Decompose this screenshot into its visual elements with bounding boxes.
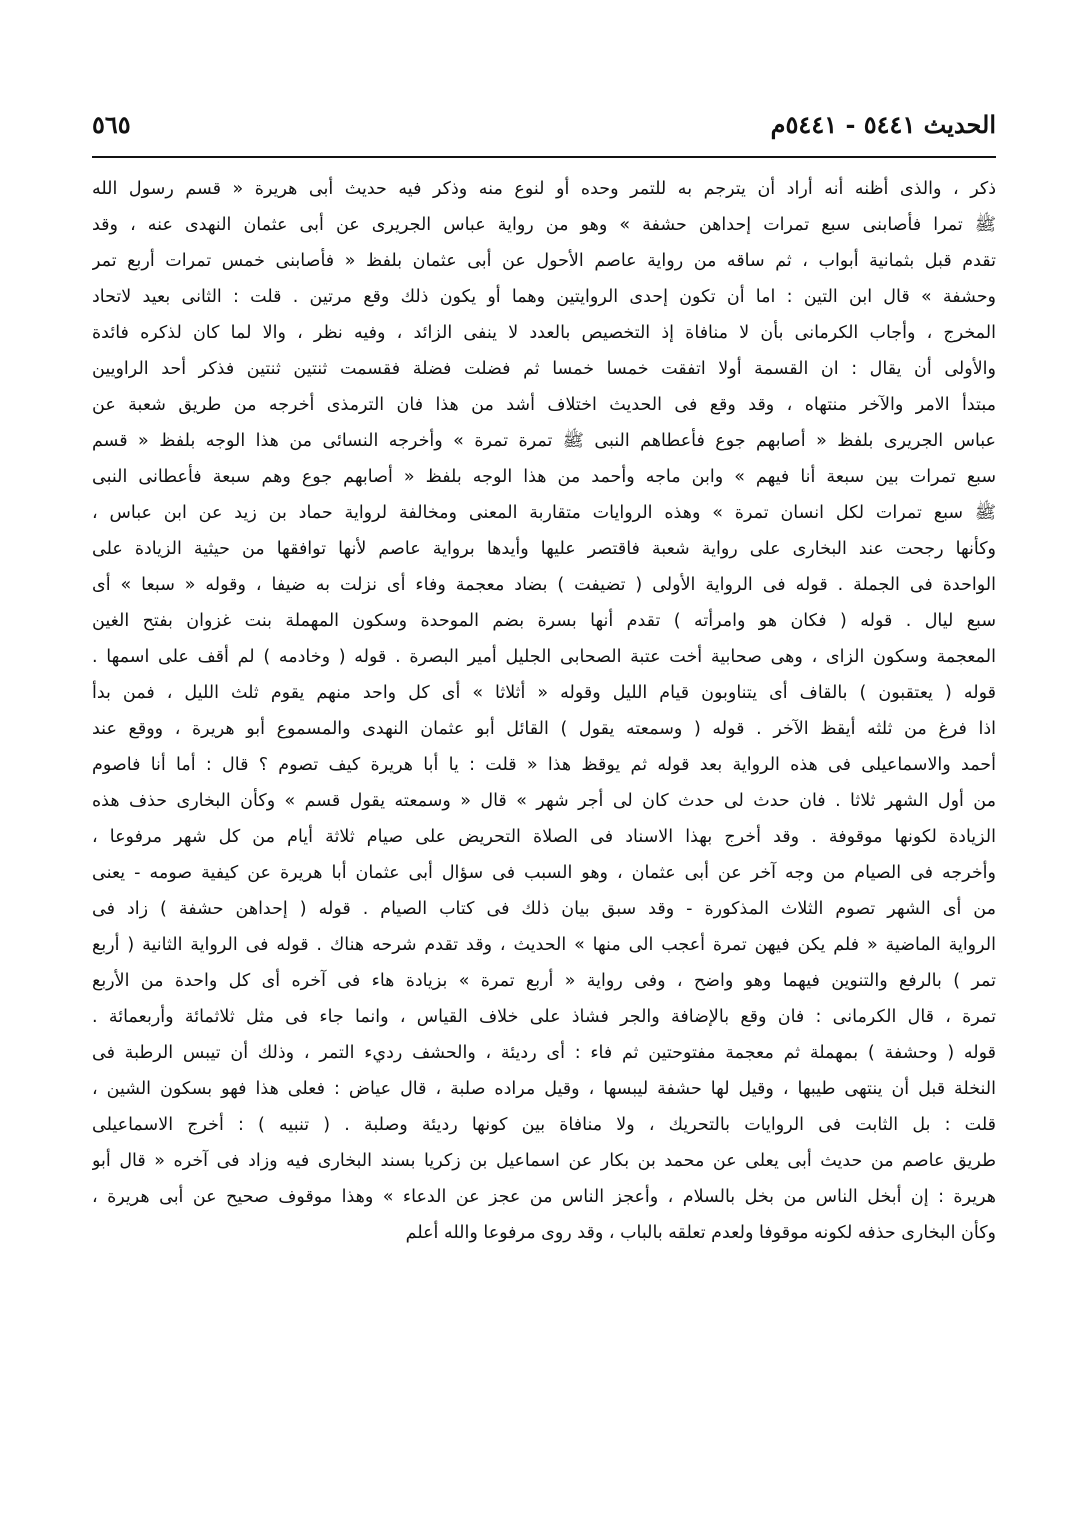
text-line: المعجمة وسكون الزاى ، وهى صحابية أخت عتبة الصحابى الجليل أمير البصرة . قوله ( وخادمه ) لم أقف على اسمها . <box>92 647 996 667</box>
text-line: قوله ( يعتقبون ) بالقاف أى يتناوبون قيام الليل وقوله « أثلاثا » أى كل واحد منهم يقوم ثلث الليل ، فمن بدأ <box>92 683 996 703</box>
text-line: وأخرجه فى الصيام من وجه آخر عن أبى عثمان ، وهو السبب فى سؤال أبى عثمان أبا هريرة عن كيفية صومه - يعنى <box>92 863 996 883</box>
text-line: قلت : بل الثابت فى الروايات بالتحريك ، ولا منافاة بين كونها رديئة وصلبة . ( تنبيه ) : أخرج الاسماعيلى <box>92 1115 996 1135</box>
text-line: تمر ) بالرفع والتنوين فيهما وهو واضح ، وفى رواية « أربع تمرة » بزيادة هاء فى آخره أى كل واحدة من الأربع <box>92 971 996 991</box>
text-line: الرواية الماضية « فلم يكن فيهن تمرة أعجب الى منها » الحديث ، وقد تقدم شرحه هناك . قوله فى الرواية الثانية ( أربع <box>92 935 996 955</box>
page-header <box>92 102 996 150</box>
text-line: قوله ( وحشفة ) بمهملة ثم معجمة مفتوحتين ثم فاء : أى رديئة ، والحشف رديء التمر ، وذلك أن تيبس الرطبة فى <box>92 1043 996 1063</box>
text-line: تقدم قبل بثمانية أبواب ، ثم ساقه من رواية عاصم الأحول عن أبى عثمان بلفظ « فأصابنى خمس تمرات أربع تمر <box>92 251 996 271</box>
text-line: من أى الشهر تصوم الثلاث المذكورة - وقد سبق بيان ذلك فى كتاب الصيام . قوله ( إحداهن حشفة ) زاد فى <box>92 899 996 919</box>
header-divider <box>92 156 996 158</box>
text-line: عباس الجريرى بلفظ « أصابهم جوع فأعطاهم النبى ﷺ تمرة تمرة » وأخرجه النسائى من هذا الوجه بلفظ « قسم <box>92 431 996 451</box>
text-line: من أول الشهر ثلاثا . فان حدث لى حدث كان لى أجر شهر » قال « وسمعته يقول قسم » وكأن البخارى حذف هذه <box>92 791 996 811</box>
text-line: تمرة ، قال الكرمانى : فان وقع بالإضافة والجر فشاذ على خلاف القياس ، وانما جاء فى مثل ثلاثمائة وأربعمائة . <box>92 1007 996 1027</box>
text-line: المخرج ، وأجاب الكرمانى بأن لا منافاة إذ التخصيص بالعدد لا ينفى الزائد ، وفيه نظر ، والا لما كان لذكره فائدة <box>92 323 996 343</box>
text-line: وكأن البخارى حذفه لكونه موقوفا ولعدم تعلقه بالباب ، وقد روى مرفوعا والله أعلم <box>405 1223 996 1243</box>
page-number: ٥٦٥ <box>92 110 131 139</box>
text-line: أحمد والاسماعيلى فى هذه الرواية بعد قوله ثم يوقظ هذا « قلت : يا أبا هريرة كيف تصوم ؟ قال : أما أنا فاصوم <box>92 755 996 775</box>
text-line: النخلة قبل أن ينتهى طيبها ، وقيل لها حشفة ليبسها ، وقيل مراده صلبة ، قال عياض : فعلى هذا فهو بسكون الشين ، <box>92 1079 996 1099</box>
text-line: الواحدة فى الجملة . قوله فى الرواية الأولى ( تضيفت ) بضاد معجمة وفاء أى نزلت به ضيفا ، وقوله « سبعا » أى <box>92 575 996 595</box>
text-line: اذا فرغ من ثلثه أيقظ الآخر . قوله ( وسمعته يقول ) القائل أبو عثمان النهدى والمسموع أبو هريرة ، ووقع عند <box>92 719 996 739</box>
text-line: وحشفة » قال ابن التين : اما أن تكون إحدى الروايتين وهما أو يكون ذلك وقع مرتين . قلت : الثانى بعيد لاتحاد <box>92 287 996 307</box>
text-line: سبع تمرات بين سبعة أنا فيهم » وابن ماجه وأحمد من هذا الوجه بلفظ « أصابهم جوع وهم سبعة فأعطانى النبى <box>92 467 996 487</box>
text-line: والأولى أن يقال : ان القسمة أولا اتفقت خمسا خمسا ثم فضلت فضلة فقسمت ثنتين ثنتين فذكر أحد الراويين <box>92 359 996 379</box>
text-line: وكأنها رجحت عند البخارى على رواية شعبة فاقتصر عليها وأيدها برواية عاصم لأنها توافقها من حيثية الزيادة على <box>92 539 996 559</box>
text-line: ذكر ، والذى أظنه أنه أراد أن يترجم به للتمر وحده أو لنوع منه وذكر فيه حديث أبى هريرة « قسم رسول الله <box>92 179 996 199</box>
body-text <box>92 171 996 1251</box>
text-line: مبتدأ الامر والآخر منتهاه ، وقد وقع فى الحديث اختلاف أشد من هذا فان الترمذى أخرجه من طريق شعبة عن <box>92 395 996 415</box>
text-line: هريرة : إن أبخل الناس من بخل بالسلام ، وأعجز الناس من عجز عن الدعاء » وهذا موقوف صحيح عن أبى هريرة ، <box>92 1187 996 1207</box>
text-line: طريق عاصم من حديث أبى يعلى عن محمد بن بكار عن اسماعيل بن زكريا بسند البخارى فيه وزاد فى آخره « قال أبو <box>92 1151 996 1171</box>
text-line: الزيادة لكونها موقوفة . وقد أخرج بهذا الاسناد فى الصلاة التحريض على صيام ثلاثة أيام من كل شهر مرفوعا ، <box>92 827 996 847</box>
text-line: سبع ليال . قوله ( فكان هو وامرأته ) تقدم أنها بسرة بضم الموحدة وسكون المهملة بنت غزوان بفتح الغين <box>92 611 996 631</box>
text-line: ﷺ سبع تمرات لكل انسان تمرة » وهذه الروايات متقاربة المعنى ومخالفة لرواية حماد بن زيد عن ابن عباس ، <box>92 503 996 523</box>
running-title: الحديث ٥٤٤١ - ٥٤٤١م <box>770 110 996 139</box>
text-line: ﷺ تمرا فأصابنى سبع تمرات إحداهن حشفة » وهو من رواية عباس الجريرى عن أبى عثمان النهدى عنه ، وقد <box>92 215 996 235</box>
